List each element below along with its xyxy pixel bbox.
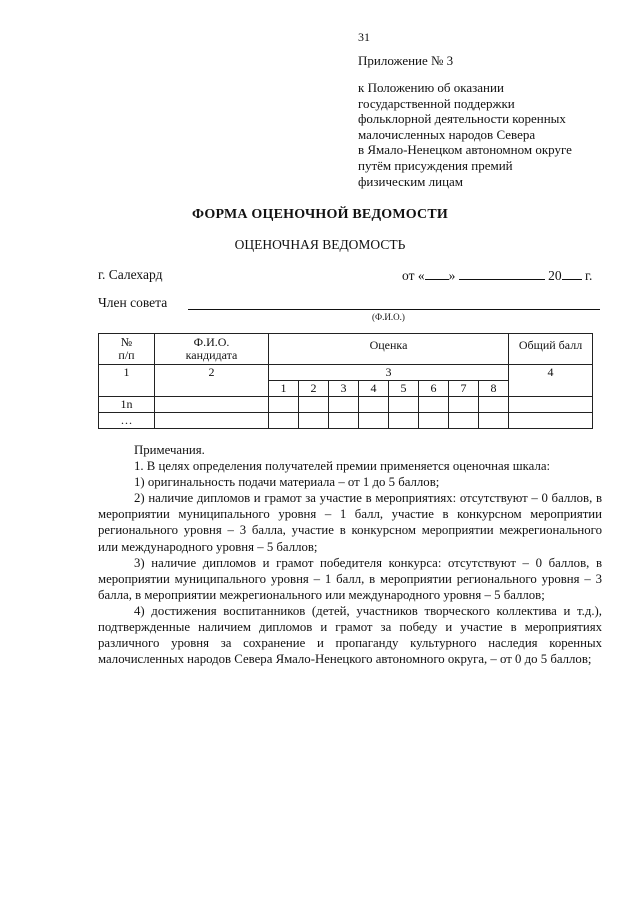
preamble-line: к Положению об оказании <box>358 80 504 95</box>
appendix-label: Приложение № 3 <box>358 53 454 68</box>
preamble-line: малочисленных народов Севера <box>358 126 536 142</box>
criterion-8: 8 <box>479 381 509 397</box>
candidate-cell[interactable] <box>155 413 269 429</box>
score-cell[interactable] <box>299 397 329 413</box>
notes-paragraph: 1. В целях определения получателей премии применяется оценочная шкала: <box>134 459 551 474</box>
notes-paragraph: 4) достижения воспитанников (детей, участников творческого коллектива и т.д.), подтвержденные наличием дипломов и грамот за победу и участие в мероприятиях различного уровня за сохранение и пропаганду культурного наследия коренных малочисленных народов Севера Ямало-Ненецкого автономного округа, – от 0 до 5 баллов; <box>98 603 602 667</box>
date-suffix: г. <box>581 268 593 283</box>
notes-body <box>98 458 602 667</box>
score-cell[interactable] <box>299 413 329 429</box>
score-cell[interactable] <box>389 397 419 413</box>
total-cell[interactable] <box>509 413 593 429</box>
row-number: … <box>99 413 155 429</box>
score-cell[interactable] <box>389 413 419 429</box>
header-candidate-name: Ф.И.О. кандидата <box>155 334 269 365</box>
preamble-line: государственной поддержки <box>358 95 515 111</box>
preamble-line: в Ямало-Ненецком автономном округе <box>358 142 572 158</box>
date-year-blank[interactable] <box>562 267 582 280</box>
document-title: ФОРМА ОЦЕНОЧНОЙ ВЕДОМОСТИ <box>192 207 448 222</box>
header-score: Оценка <box>269 334 509 365</box>
date-line <box>402 267 592 284</box>
preamble-line: путём присуждения премий <box>358 157 513 173</box>
date-month-blank[interactable] <box>459 267 545 280</box>
criterion-4: 4 <box>359 381 389 397</box>
score-cell[interactable] <box>479 413 509 429</box>
preamble-line: фольклорной деятельности коренных <box>358 111 566 127</box>
score-cell[interactable] <box>269 413 299 429</box>
notes-section <box>98 442 602 667</box>
criterion-6: 6 <box>419 381 449 397</box>
criterion-2: 2 <box>299 381 329 397</box>
fio-hint: (Ф.И.О.) <box>372 312 405 322</box>
council-member-label: Член совета <box>98 295 168 310</box>
notes-heading: Примечания. <box>134 443 205 457</box>
score-cell[interactable] <box>359 413 389 429</box>
appendix-preamble <box>358 80 628 189</box>
evaluation-table <box>98 333 593 429</box>
header-number: № п/п <box>99 334 155 365</box>
criterion-7: 7 <box>449 381 479 397</box>
place-label: г. Салехард <box>98 267 163 282</box>
candidate-cell[interactable] <box>155 397 269 413</box>
score-cell[interactable] <box>329 413 359 429</box>
score-cell[interactable] <box>449 413 479 429</box>
header-total: Общий балл <box>509 334 593 365</box>
score-cell[interactable] <box>359 397 389 413</box>
criterion-1: 1 <box>269 381 299 397</box>
page-number: 31 <box>358 30 370 44</box>
score-cell[interactable] <box>419 413 449 429</box>
index-cell-1: 1 <box>99 365 155 397</box>
criterion-3: 3 <box>329 381 359 397</box>
preamble-line: физическим лицам <box>358 173 464 189</box>
score-cell[interactable] <box>479 397 509 413</box>
notes-paragraph: 2) наличие дипломов и грамот за участие в мероприятиях: отсутствуют – 0 баллов, в мероприятии муниципального уровня – 1 балл, участие в конкурсном мероприятии регионального уровня – 3 балла, участие в конкурсном мероприятии межрегионального или международного уровня – 5 баллов; <box>98 491 602 554</box>
score-cell[interactable] <box>269 397 299 413</box>
table-row <box>99 397 593 413</box>
council-member-name-blank[interactable] <box>188 309 600 310</box>
criterion-5: 5 <box>389 381 419 397</box>
date-year: 20 <box>548 268 562 283</box>
date-mid: » <box>448 268 456 283</box>
row-number: 1n <box>99 397 155 413</box>
index-cell-4: 4 <box>509 365 593 397</box>
total-cell[interactable] <box>509 397 593 413</box>
score-cell[interactable] <box>449 397 479 413</box>
document-subtitle: ОЦЕНОЧНАЯ ВЕДОМОСТЬ <box>234 237 406 252</box>
table-row <box>99 413 593 429</box>
date-day-blank[interactable] <box>425 267 449 280</box>
index-cell-3: 3 <box>269 365 509 381</box>
notes-paragraph: 3) наличие дипломов и грамот победителя конкурса: отсутствуют – 0 баллов, в мероприятии муниципального уровня – 1 балл, в мероприятии регионального уровня – 3 балла, в мероприятии межрегионального или международного уровня – 5 баллов; <box>98 555 602 602</box>
date-prefix: от « <box>402 268 425 283</box>
notes-paragraph: 1) оригинальность подачи материала – от 1 до 5 баллов; <box>134 475 440 490</box>
score-cell[interactable] <box>329 397 359 413</box>
index-cell-2: 2 <box>155 365 269 397</box>
score-cell[interactable] <box>419 397 449 413</box>
